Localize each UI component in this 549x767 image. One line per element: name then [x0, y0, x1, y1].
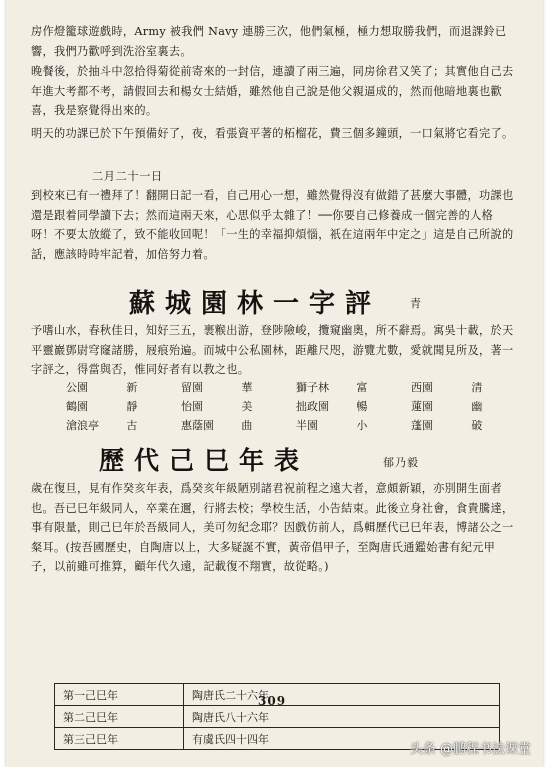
book-page	[6, 0, 543, 767]
diary-paragraph-2: 晚餐後，於抽斗中忽拾得菊從前寄來的一封信，連讀了兩三遍，同房徐君又笑了；其實他自己去年進大考都不考，請假回去和楊女士結婚，雖然他自己說是他父親逼成的，然而他暗地裏也歡喜，我是察覺得出來的。	[31, 65, 514, 118]
garden-word: 靜	[126, 400, 138, 413]
table-row	[55, 706, 500, 728]
table-cell: 第一己巳年	[55, 684, 184, 706]
article1-body: 予嗜山水，春秋佳日，知好三五，裹糇出游，登陟險峻，攬窺幽奧，所不辭焉。寓吳十載，於天平靈巖鄧尉穹窿諸勝，屐痕殆遍。而城中公私園林，距離尺咫，游覽尤數，愛就聞見所及，著一字評之，得當與否，惟同好者有以教之也。	[31, 324, 514, 377]
article2-title: 歷代己巳年表	[99, 446, 310, 475]
article1-author: 青	[410, 297, 422, 310]
page-number: 309	[258, 694, 287, 708]
garden-name: 怡園	[181, 400, 203, 413]
diary-paragraph-3: 明天的功課已於下午預備好了，夜，看張資平著的柘榴花，費三個多鐘頭，一口氣將它看完了。	[31, 127, 514, 140]
table-cell: 陶唐氏二十六年	[184, 684, 500, 706]
garden-list	[66, 378, 526, 435]
garden-word: 幽	[471, 400, 483, 413]
garden-word: 美	[241, 400, 253, 413]
garden-name: 留園	[181, 381, 203, 394]
garden-word: 新	[126, 381, 138, 394]
garden-word: 曲	[241, 419, 253, 432]
table-cell: 第二己巳年	[55, 706, 184, 728]
diary-paragraph-4: 到校來已有一禮拜了！翻開日記一看，自己用心一想，雖然覺得沒有做錯了甚麼大事體，功課也還是跟着同學讀下去；然而這兩天來，心思似乎太雜了！──你要自己修養成一個完善的人格呀！不要太放縱了，致不能收回呢！「一生的幸福抑煩惱，祇在這兩年中定之」這是自己所說的話，應該時時牢記着，加倍努力着。	[31, 189, 514, 261]
garden-word: 清	[471, 381, 483, 394]
garden-word: 古	[126, 419, 138, 432]
garden-name: 蓮園	[411, 400, 433, 413]
garden-name: 滄浪亭	[66, 419, 99, 432]
article1-title: 蘇城園林一字評	[129, 289, 382, 319]
garden-name: 蓬園	[411, 419, 433, 432]
garden-word: 小	[356, 419, 368, 432]
garden-name: 公園	[66, 381, 88, 394]
garden-row	[66, 416, 526, 435]
garden-row	[66, 378, 526, 397]
garden-name: 西園	[411, 381, 433, 394]
table-cell: 陶唐氏八十六年	[184, 706, 500, 728]
garden-name: 半園	[296, 419, 318, 432]
garden-word: 破	[471, 419, 483, 432]
table-cell: 有虞氏四十四年	[184, 728, 500, 750]
article2-body: 歲在復旦，見有作癸亥年表，爲癸亥年級陋別諸君祝前程之遠大者，意頗新穎，亦別開生面者也。吾已巳年級同人，卒業在邇，行將去校；學校生活，小告結束。此後立身社會，食貴騰達，事有限量，則己巳年於吾級同人，美可勿紀念耶？因戲仿前人，爲輯歷代已巳年表，博諸公之一粲耳。(按吾國歷史，自陶唐以上，大多疑誕不實，黃帝倡甲子，至陶唐氏通鑑始書有紀元甲子，以前雖可推算，顧年代久遠，記載復不翔實，故從略。)	[31, 482, 514, 574]
watermark: 头条 @鹏程书法课堂	[409, 742, 531, 757]
garden-word: 華	[241, 381, 253, 394]
garden-word: 暢	[356, 400, 368, 413]
diary-date: 二月二十一日	[92, 170, 163, 183]
article2-author: 郁乃毅	[383, 456, 419, 469]
garden-name: 拙政園	[296, 400, 329, 413]
diary-paragraph-1: 房作燈籠球遊戲時，Army 被我們 Navy 連勝三次，他們氣極，極力想取勝我們，而退課鈴已響，我們乃歡呼到洗浴室裏去。	[31, 25, 507, 58]
garden-name: 獅子林	[296, 381, 329, 394]
garden-word: 富	[356, 381, 368, 394]
garden-name: 鶴園	[66, 400, 88, 413]
garden-row	[66, 397, 526, 416]
garden-name: 惠蔭園	[181, 419, 214, 432]
table-cell: 第三己巳年	[55, 728, 184, 750]
